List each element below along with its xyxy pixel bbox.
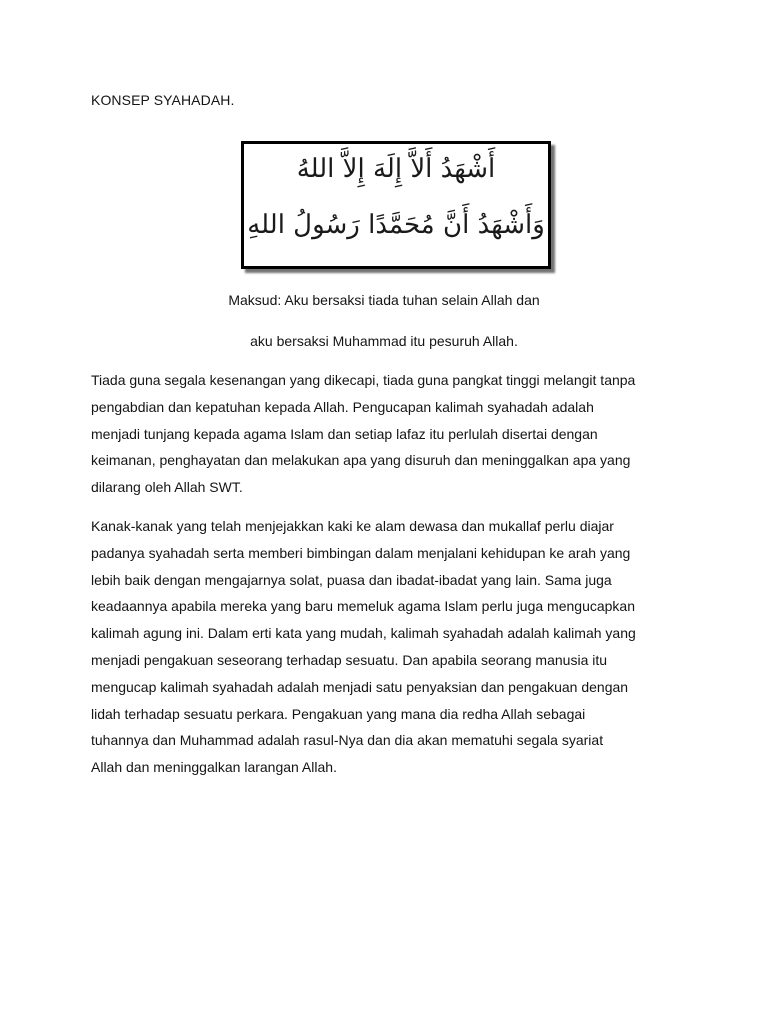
paragraph-line: keadaannya apabila mereka yang baru memeluk agama Islam perlu juga mengucapkan [91,598,635,615]
paragraph-line: Tiada guna segala kesenangan yang dikecapi, tiada guna pangkat tinggi melangit tanpa [91,372,636,388]
paragraph-line: menjadi pengakuan seseorang terhadap sesuatu. Dan apabila seorang manusia itu [91,651,608,668]
meaning-line-2: aku bersaksi Muhammad itu pesuruh Allah. [250,333,518,349]
paragraph-line: kalimah agung ini. Dalam erti kata yang mudah, kalimah syahadah adalah kalimah yang [91,625,636,642]
shahada-line-2: وَأَشْهَدُ أَنَّ مُحَمَّدًا رَسُولُ اللهِ [247,210,545,240]
paragraph-line: Kanak-kanak yang telah menjejakkan kaki ke alam dewasa dan mukallaf perlu diajar [91,518,614,534]
paragraph-line: padanya syahadah serta memberi bimbingan dalam menjalani kehidupan ke arah yang [91,544,631,561]
paragraph-1 [91,367,691,501]
paragraph-line: lebih baik dengan mengajarnya solat, puasa dan ibadat-ibadat yang lain. Sama juga [91,571,612,588]
paragraph-line: pengabdian dan kepatuhan kepada Allah. Pengucapan kalimah syahadah adalah [91,398,594,415]
paragraph-line: menjadi tunjang kepada agama Islam dan setiap lafaz itu perlulah disertai dengan [91,425,598,442]
shahada-line-1: أَشْهَدُ أَلاَّ إِلَهَ إِلاَّ اللهُ [296,154,496,184]
document-title: KONSEP SYAHADAH. [91,92,235,108]
paragraph-line: lidah terhadap sesuatu perkara. Pengakuan yang mana dia redha Allah sebagai [91,705,586,722]
meaning-line-1: Maksud: Aku bersaksi tiada tuhan selain Allah dan [228,292,540,308]
paragraph-line: mengucap kalimah syahadah adalah menjadi satu penyaksian dan pengakuan dengan [91,678,629,695]
paragraph-line: Allah dan meninggalkan larangan Allah. [91,759,337,776]
paragraph-line: tuhannya dan Muhammad adalah rasul-Nya dan dia akan mematuhi segala syariat [91,732,604,749]
paragraph-line: keimanan, penghayatan dan melakukan apa yang disuruh dan meninggalkan apa yang [91,452,631,469]
paragraph-line: dilarang oleh Allah SWT. [91,479,243,496]
paragraph-2 [91,513,691,781]
shahada-calligraphy-image [241,141,551,269]
